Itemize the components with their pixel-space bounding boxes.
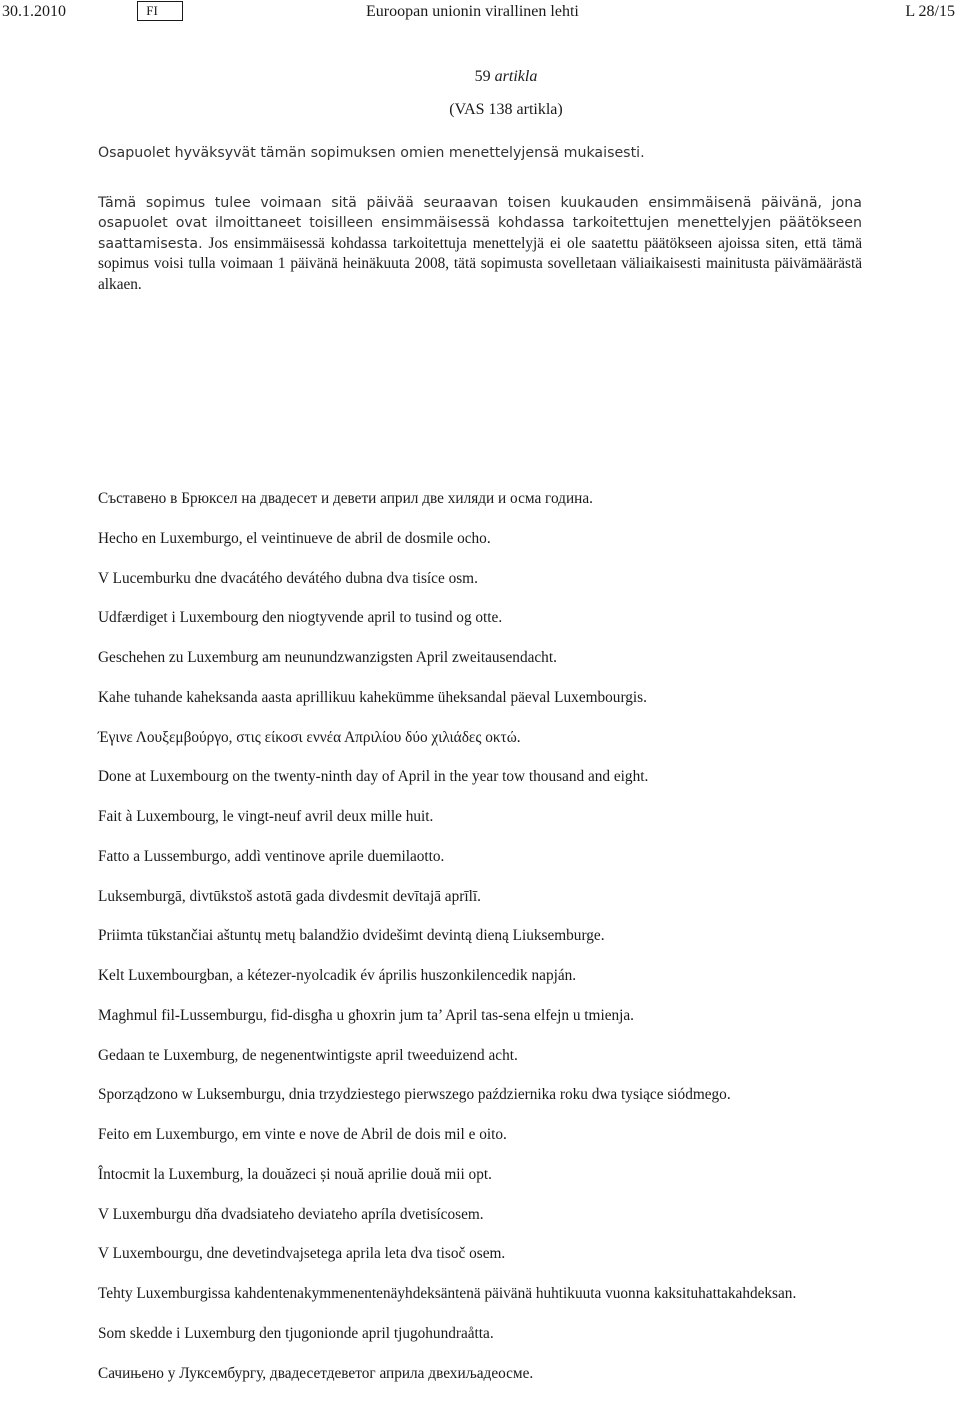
signature-clause-da: Udfærdiget i Luxembourg den niogtyvende april to tusind og otte. — [98, 607, 938, 647]
signature-clause-en: Done at Luxembourg on the twenty-ninth day of April in the year tow thousand and eight. — [98, 766, 938, 806]
signature-clause-lv: Luksemburgā, divtūkstoš astotā gada divdesmit devītajā aprīlī. — [98, 886, 938, 926]
signature-clause-sv: Som skedde i Luxemburg den tjugonionde april tjugohundraåtta. — [98, 1323, 938, 1363]
signature-clause-cs: V Lucemburku dne dvacátého devátého dubna dva tisíce osm. — [98, 568, 938, 608]
paragraph-2-lead: Tämä sopimus tulee voimaan sitä päivää seuraavan toisen kuukauden ensimmäisenä päivänä, jona osapuolet ovat ilmoittaneet toisilleen ensimmäisessä kohdassa tarkoitettujen menettelyjen päätökseen saattamisesta. — [98, 195, 862, 252]
signature-clause-pt: Feito em Luxemburgo, em vinte e nove de Abril de dois mil e oito. — [98, 1124, 938, 1164]
paragraph-2-rest: Jos ensimmäisessä kohdassa tarkoitettuja menettelyjä ei ole saatettu päätökseen ajoissa siten, että tämä sopimus voisi tulla voimaan 1 päivänä heinäkuuta 2008, tätä sopimusta sovelletaan väliaikaisesti mainitusta päivämäärästä alkaen. — [98, 235, 862, 293]
page-reference: L 28/15 — [905, 3, 955, 21]
signature-clause-sk: V Luxemburgu dňa dvadsiateho deviateho apríla dvetisícosem. — [98, 1204, 938, 1244]
article-paragraph-1: Osapuolet hyväksyvät tämän sopimuksen omien menettelyjensä mukaisesti. — [98, 143, 862, 163]
signature-clause-de: Geschehen zu Luxemburg am neunundzwanzigsten April zweitausendacht. — [98, 647, 938, 687]
signature-clause-it: Fatto a Lussemburgo, addì ventinove aprile duemilaotto. — [98, 846, 938, 886]
signature-clause-et: Kahe tuhande kaheksanda aasta aprillikuu kahekümme üheksandal päeval Luxembourgis. — [98, 687, 938, 727]
signature-clause-bg: Съставено в Брюксел на двадесет и девети април две хиляди и осма година. — [98, 488, 938, 528]
article-paragraph-2 — [98, 193, 862, 295]
article-word: artikla — [495, 68, 538, 85]
journal-title: Euroopan unionin virallinen lehti — [366, 3, 579, 21]
signature-clause-ro: Întocmit la Luxemburg, la douăzeci și nouă aprilie două mii opt. — [98, 1164, 938, 1204]
signature-clause-fr: Fait à Luxembourg, le vingt-neuf avril deux mille huit. — [98, 806, 938, 846]
signature-clause-el: Έγινε Λουξεμβούργο, στις είκοσι εννέα Απριλίου δύο χιλιάδες οκτώ. — [98, 727, 938, 767]
signature-clause-mt: Maghmul fil-Lussemburgu, fid-disgħa u għoxrin jum ta’ April tas-sena elfejn u tmienja. — [98, 1005, 938, 1045]
article-reference: (VAS 138 artikla) — [0, 101, 960, 119]
signature-clause-nl: Gedaan te Luxemburg, de negenentwintigste april tweeduizend acht. — [98, 1045, 938, 1085]
signature-clause-sl: V Luxembourgu, dne devetindvajsetega aprila leta dva tisoč osem. — [98, 1243, 938, 1283]
page-header — [0, 0, 960, 24]
signature-clause-sr: Сачињено у Луксембургу, двадесетдеветог априла двехиљадеосме. — [98, 1363, 938, 1402]
signature-clauses — [98, 488, 938, 1402]
signature-clause-hu: Kelt Luxembourgban, a kétezer-nyolcadik év április huszonkilencedik napján. — [98, 965, 938, 1005]
signature-clause-fi: Tehty Luxemburgissa kahdentenakymmenentenäyhdeksäntenä päivänä huhtikuuta vuonna kaksituhattakahdeksan. — [98, 1283, 938, 1323]
signature-clause-lt: Priimta tūkstančiai aštuntų metų balandžio dvidešimt devintą dieną Liuksemburge. — [98, 925, 938, 965]
article-number: 59 — [475, 68, 491, 85]
signature-clause-es: Hecho en Luxemburgo, el veintinueve de abril de dosmile ocho. — [98, 528, 938, 568]
signature-clause-pl: Sporządzono w Luksemburgu, dnia trzydziestego pierwszego października roku dwa tysiące siódmego. — [98, 1084, 938, 1124]
article-heading — [0, 68, 960, 86]
header-date: 30.1.2010 — [2, 3, 66, 21]
language-code-box — [137, 1, 183, 21]
language-code: FI — [146, 3, 158, 18]
